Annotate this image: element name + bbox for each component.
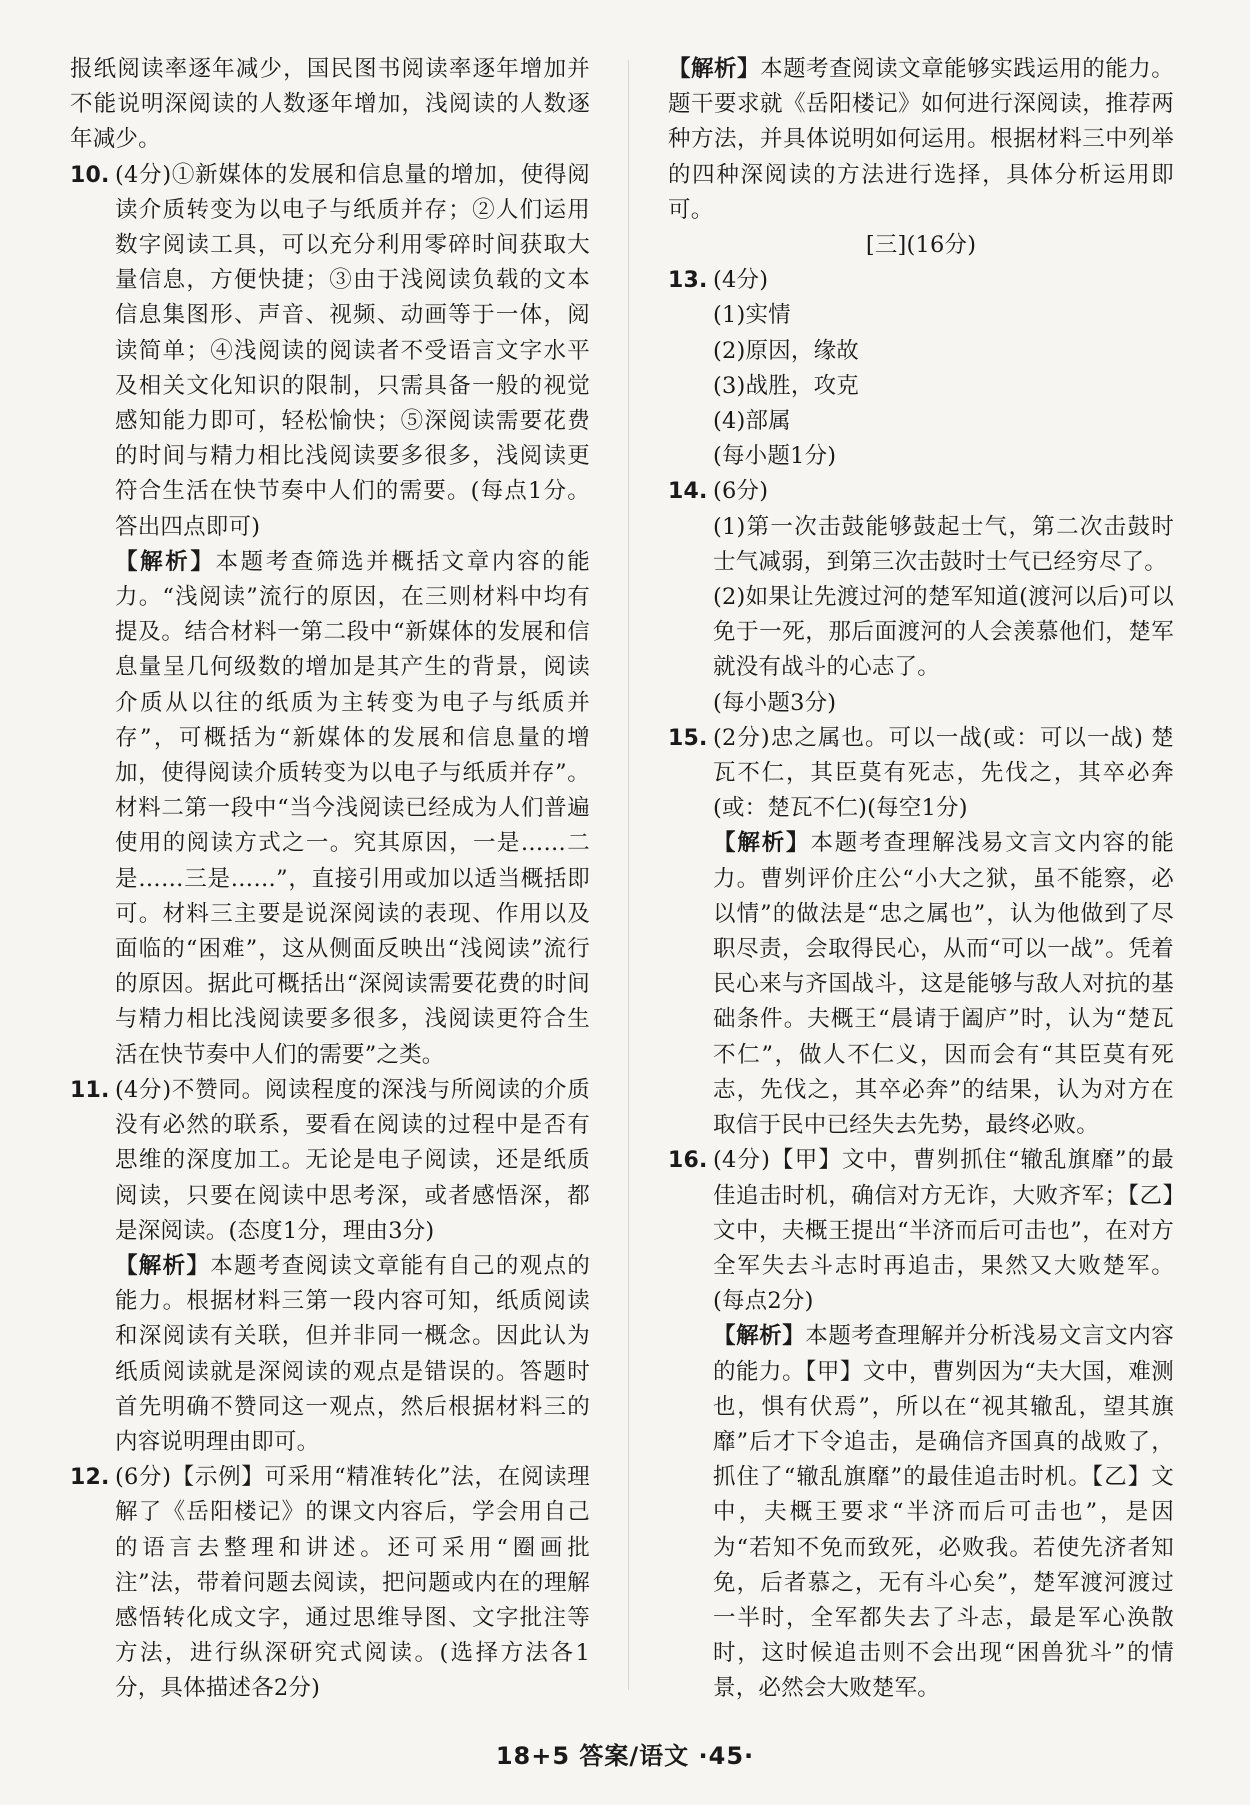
- answer-item: (4)部属: [713, 408, 791, 435]
- question-number: 10.: [70, 162, 110, 188]
- question-number: 15.: [668, 725, 708, 751]
- answer-item: (1)实情: [713, 302, 791, 329]
- analysis-text: 本题考查筛选并概括文章内容的能力。“浅阅读”流行的原因，在三则材料中均有提及。结合材料一第二段中“新媒体的发展和信息量呈几何级数的增加是其产生的背景，阅读介质从以往的纸质为主转变为电子与纸质并存”，可概括为“新媒体的发展和信息量的增加，使得阅读介质转变为以电子与纸质并存”。材料二第一段中“当今浅阅读已经成为人们普遍使用的阅读方式之一。究其原因，一是……二是……三是……”，直接引用或加以适当概括即可。材料三主要是说深阅读的表现、作用以及面临的“困难”，这从侧面反映出“浅阅读”流行的原因。据此可概括出“深阅读需要花费的时间与精力相比浅阅读要多很多，浅阅读更符合生活在快节奏中人们的需要”之类。: [115, 548, 590, 1068]
- left-column: [70, 52, 590, 1707]
- answer-text: (4分)①新媒体的发展和信息量的增加，使得阅读介质转变为以电子与纸质并存；②人们运用数字阅读工具，可以充分利用零碎时间获取大量信息，方便快捷；③由于浅阅读负载的文本信息集图形、声音、视频、动画等于一体，阅读简单；④浅阅读的阅读者不受语言文字水平及相关文化知识的限制，只需具备一般的视觉感知能力即可，轻松愉快；⑤深阅读需要花费的时间与精力相比浅阅读要多很多，浅阅读更符合生活在快节奏中人们的需要。(每点1分。答出四点即可): [115, 161, 590, 540]
- analysis-block: [713, 1319, 1174, 1706]
- answer-item: (2)如果让先渡过河的楚军知道(渡河以后)可以免于一死，那后面渡河的人会羡慕他们，楚军就没有战斗的心志了。: [713, 584, 1174, 681]
- answer-text: (4分)不赞同。阅读程度的深浅与所阅读的介质没有必然的联系，要看在阅读的过程中是否有思维的深度加工。无论是电子阅读，还是纸质阅读，只要在阅读中思考深，或者感悟深，都是深阅读。(态度1分，理由3分): [115, 1076, 590, 1244]
- section-heading: [三](16分): [865, 232, 977, 259]
- question-14: [668, 474, 1174, 720]
- analysis-text: 本题考查理解并分析浅易文言文内容的能力。【甲】文中，曹刿因为“夫大国，难测也，惧有伏焉”，所以在“视其辙乱，望其旗靡”后才下令追击，是确信齐国真的战败了，抓住了“辙乱旗靡”的最佳追击时机。【乙】文中，夫概王要求“半济而后可击也”，是因为“若知不免而致死，必败我。若使先济者知免，后者慕之，无有斗心矣”，楚军渡河渡过一半时，全军都失去了斗志，最是军心涣散时，这时候追击则不会出现“困兽犹斗”的情景，必然会大败楚军。: [713, 1323, 1174, 1702]
- score-note: (每小题3分): [713, 689, 837, 716]
- answer-text: (6分)【示例】可采用“精准转化”法，在阅读理解了《岳阳楼记》的课文内容后，学会用自己的语言去整理和讲述。还可采用“圈画批注”法，带着问题去阅读，把问题或内在的理解感悟转化成文字，通过思维导图、文字批注等方法，进行纵深研究式阅读。(选择方法各1分，具体描述各2分): [115, 1464, 590, 1702]
- answer-item: (3)战胜，攻克: [713, 372, 859, 399]
- question-number: 11.: [70, 1077, 110, 1103]
- question-12: [70, 1460, 590, 1706]
- analysis-text: 本题考查理解浅易文言文内容的能力。曹刿评价庄公“小大之狱，虽不能察，必以情”的做法是“忠之属也”，认为他做到了尽职尽责，会取得民心，从而“可以一战”。凭着民心来与齐国战斗，这是能够与敌人对抗的基础条件。夫概王“晨请于阖庐”时，认为“楚瓦不仁”，做人不仁义，因而会有“其臣莫有死志，先伐之，其卒必奔”的结果，认为对方在取信于民中已经失去先势，最终必败。: [713, 830, 1174, 1139]
- page-footer: 18+5 答案/语文 ·45·: [495, 1742, 755, 1770]
- question-10: [70, 158, 590, 1073]
- analysis-block: [115, 545, 590, 1073]
- question-13: [668, 263, 1174, 474]
- analysis-tag: 【解析】: [713, 1323, 806, 1350]
- question-number: 16.: [668, 1148, 708, 1174]
- question-number: 13.: [668, 268, 708, 294]
- column-divider: [628, 60, 629, 1690]
- score-note: (每小题1分): [713, 443, 837, 470]
- question-number: 12.: [70, 1465, 110, 1491]
- question-11: [70, 1073, 590, 1460]
- q9-continuation: 报纸阅读率逐年减少，国民图书阅读率逐年增加并不能说明深阅读的人数逐年增加，浅阅读的人数逐年减少。: [70, 56, 590, 153]
- score-label: (6分): [713, 478, 769, 505]
- answer-text: (2分)忠之属也。可以一战(或：可以一战) 楚瓦不仁，其臣莫有死志，先伐之，其卒必奔(或：楚瓦不仁)(每空1分): [713, 724, 1174, 822]
- right-column: [668, 52, 1174, 1707]
- answer-item: (2)原因，缘故: [713, 337, 859, 364]
- q12-analysis: [668, 52, 1174, 228]
- answer-text: (4分)【甲】文中，曹刿抓住“辙乱旗靡”的最佳追击时机，确信对方无诈，大败齐军；【乙】文中，夫概王提出“半济而后可击也”，在对方全军失去斗志时再追击，果然又大败楚军。(每点2分): [713, 1147, 1174, 1315]
- analysis-tag: 【解析】: [668, 56, 761, 82]
- question-number: 14.: [668, 479, 708, 505]
- analysis-text: 本题考查阅读文章能够实践运用的能力。题干要求就《岳阳楼记》如何进行深阅读，推荐两种方法，并具体说明如何运用。根据材料三中列举的四种深阅读的方法进行选择，具体分析运用即可。: [668, 56, 1174, 223]
- question-15: [668, 721, 1174, 1143]
- score-label: (4分): [713, 267, 769, 294]
- analysis-block: [115, 1249, 590, 1460]
- answer-item: (1)第一次击鼓能够鼓起士气，第二次击鼓时士气减弱，到第三次击鼓时士气已经穷尽了。: [713, 513, 1174, 575]
- analysis-tag: 【解析】: [115, 548, 216, 575]
- analysis-text: 本题考查阅读文章能有自己的观点的能力。根据材料三第一段内容可知，纸质阅读和深阅读有关联，但并非同一概念。因此认为纸质阅读就是深阅读的观点是错误的。答题时首先明确不赞同这一观点，然后根据材料三的内容说明理由即可。: [115, 1252, 590, 1455]
- analysis-tag: 【解析】: [713, 830, 811, 857]
- analysis-tag: 【解析】: [115, 1252, 211, 1279]
- analysis-block: [713, 826, 1174, 1143]
- question-16: [668, 1143, 1174, 1706]
